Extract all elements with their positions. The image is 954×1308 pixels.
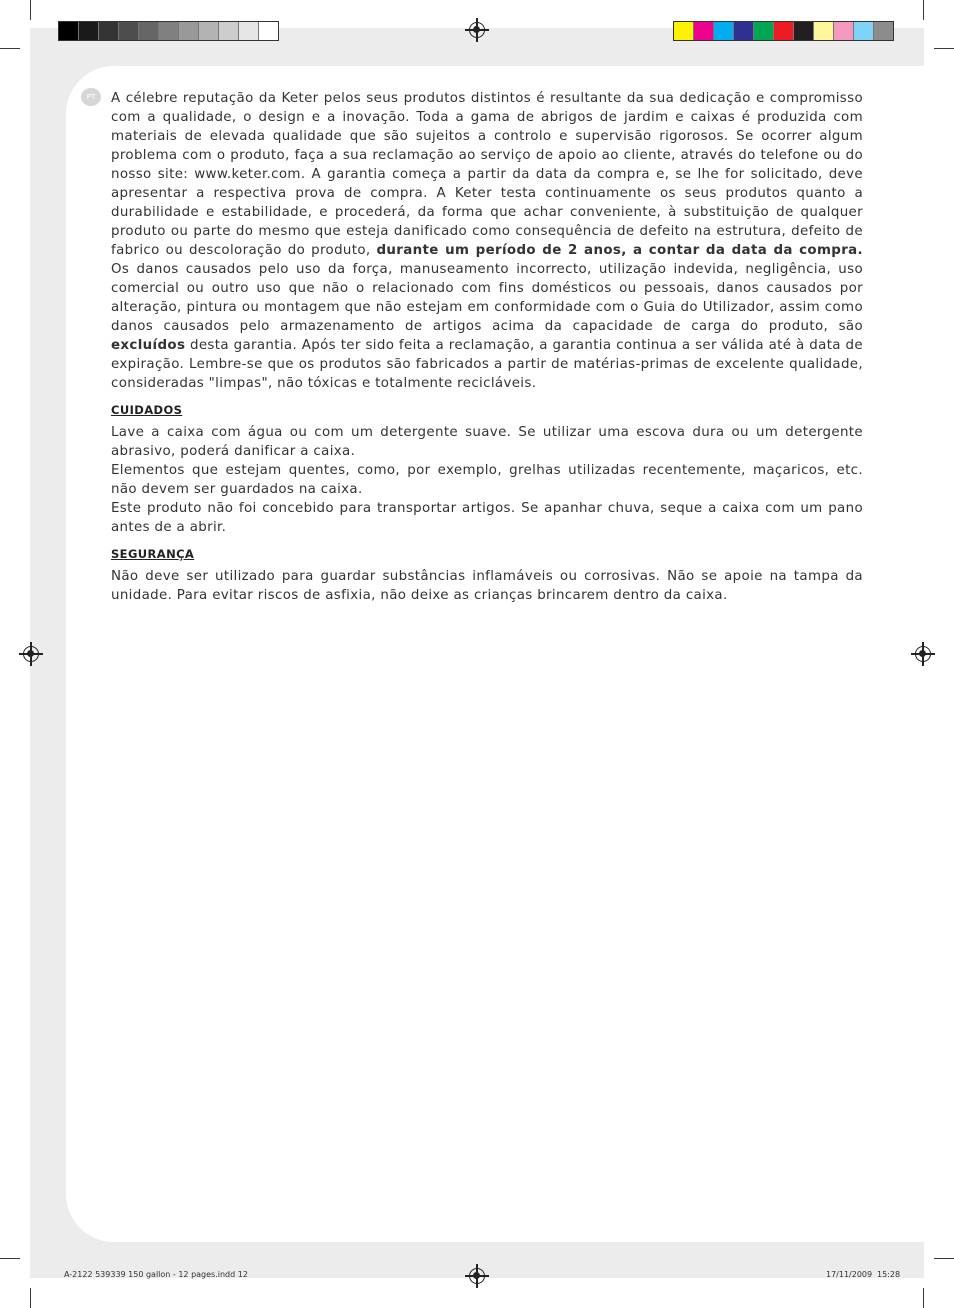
color-swatch bbox=[794, 22, 814, 40]
color-swatch bbox=[119, 22, 139, 40]
color-swatch bbox=[159, 22, 179, 40]
color-swatch bbox=[674, 22, 694, 40]
care-paragraph: Elementos que estejam quentes, como, por exemplo, grelhas utilizadas recentemente, maçaricos, etc. não devem ser guardados na caixa. bbox=[111, 463, 863, 497]
color-swatch bbox=[754, 22, 774, 40]
care-paragraph: Lave a caixa com água ou com um detergente suave. Se utilizar uma escova dura ou um detergente abrasivo, poderá danificar a caixa. bbox=[111, 425, 863, 459]
color-swatch bbox=[59, 22, 79, 40]
crop-mark bbox=[923, 1288, 924, 1308]
crop-mark bbox=[30, 1288, 31, 1308]
crop-mark bbox=[934, 1258, 954, 1259]
footer-date: 17/11/2009 bbox=[826, 1270, 873, 1279]
color-swatch bbox=[139, 22, 159, 40]
color-swatch bbox=[219, 22, 239, 40]
color-swatch bbox=[854, 22, 874, 40]
footer-file: A-2122 539339 150 gallon - 12 pages.indd 12 bbox=[64, 1270, 248, 1279]
color-swatch bbox=[99, 22, 119, 40]
color-swatch bbox=[239, 22, 259, 40]
crop-mark bbox=[934, 48, 954, 49]
color-swatch bbox=[734, 22, 754, 40]
color-swatch bbox=[814, 22, 834, 40]
care-paragraph: Este produto não foi concebido para transportar artigos. Se apanhar chuva, seque a caixa com um pano antes de a abrir. bbox=[111, 501, 863, 535]
crop-mark bbox=[30, 0, 31, 20]
color-swatch bbox=[694, 22, 714, 40]
color-swatch bbox=[714, 22, 734, 40]
color-bar bbox=[673, 21, 894, 41]
color-swatch bbox=[79, 22, 99, 40]
grayscale-bar bbox=[58, 21, 279, 41]
language-badge: PT bbox=[81, 88, 101, 106]
care-heading: CUIDADOS bbox=[111, 403, 183, 417]
color-swatch bbox=[834, 22, 854, 40]
crop-mark bbox=[923, 0, 924, 20]
crop-mark bbox=[0, 48, 20, 49]
registration-mark-icon bbox=[469, 1268, 485, 1284]
safety-heading: SEGURANÇA bbox=[111, 547, 195, 561]
color-swatch bbox=[259, 22, 278, 40]
color-swatch bbox=[874, 22, 893, 40]
warranty-text bbox=[111, 89, 863, 605]
intro-paragraph: A célebre reputação da Keter pelos seus produtos distintos é resultante da sua dedicação e compromisso com a qualidade, o design e a inovação. Toda a gama de abrigos de jardim e caixas é produzida com materiais de elevada qualidade que são sujeitos a controlo e supervisão rigorosos. Se ocorrer algum problema com o produto, faça a sua reclamação ao serviço de apoio ao cliente, através do telefone ou do nosso site: www.keter.com. A garantia começa a partir da data da compra e, se lhe for solicitado, deve apresentar a respectiva prova de compra. A Keter testa continuamente os seus produtos quanto a durabilidade e estabilidade, e procederá, da forma que achar conveniente, à substituição de qualquer produto ou parte do mesmo que esteja danificado como consequência de defeito na estrutura, defeito de fabrico ou descoloração do produto, durante um período de 2 anos, a contar da data da compra. Os danos causados pelo uso da força, manuseamento incorrecto, utilização indevida, negligência, uso comercial ou outro uso que não o relacionado com fins domésticos ou pessoais, danos causados por alteração, pintura ou montagem que não estejam em conformidade com o Guia do Utilizador, assim como danos causados pelo armazenamento de artigos acima da capacidade de carga do produto, são excluídos desta garantia. Após ter sido feita a reclamação, a garantia continua a ser válida até à data de expiração. Lembre-se que os produtos são fabricados a partir de matérias-primas de excelente qualidade, consideradas "limpas", não tóxicas e totalmente recicláveis. bbox=[111, 91, 863, 391]
color-swatch bbox=[774, 22, 794, 40]
color-swatch bbox=[199, 22, 219, 40]
registration-mark-icon bbox=[915, 646, 931, 662]
safety-paragraph: Não deve ser utilizado para guardar substâncias inflamáveis ou corrosivas. Não se apoie na tampa da unidade. Para evitar riscos de asfixia, não deixe as crianças brincarem dentro da caixa. bbox=[111, 569, 863, 603]
registration-mark-icon bbox=[23, 646, 39, 662]
footer-time: 15:28 bbox=[877, 1270, 901, 1279]
color-swatch bbox=[179, 22, 199, 40]
crop-mark bbox=[0, 1258, 20, 1259]
registration-mark-icon bbox=[469, 22, 485, 38]
